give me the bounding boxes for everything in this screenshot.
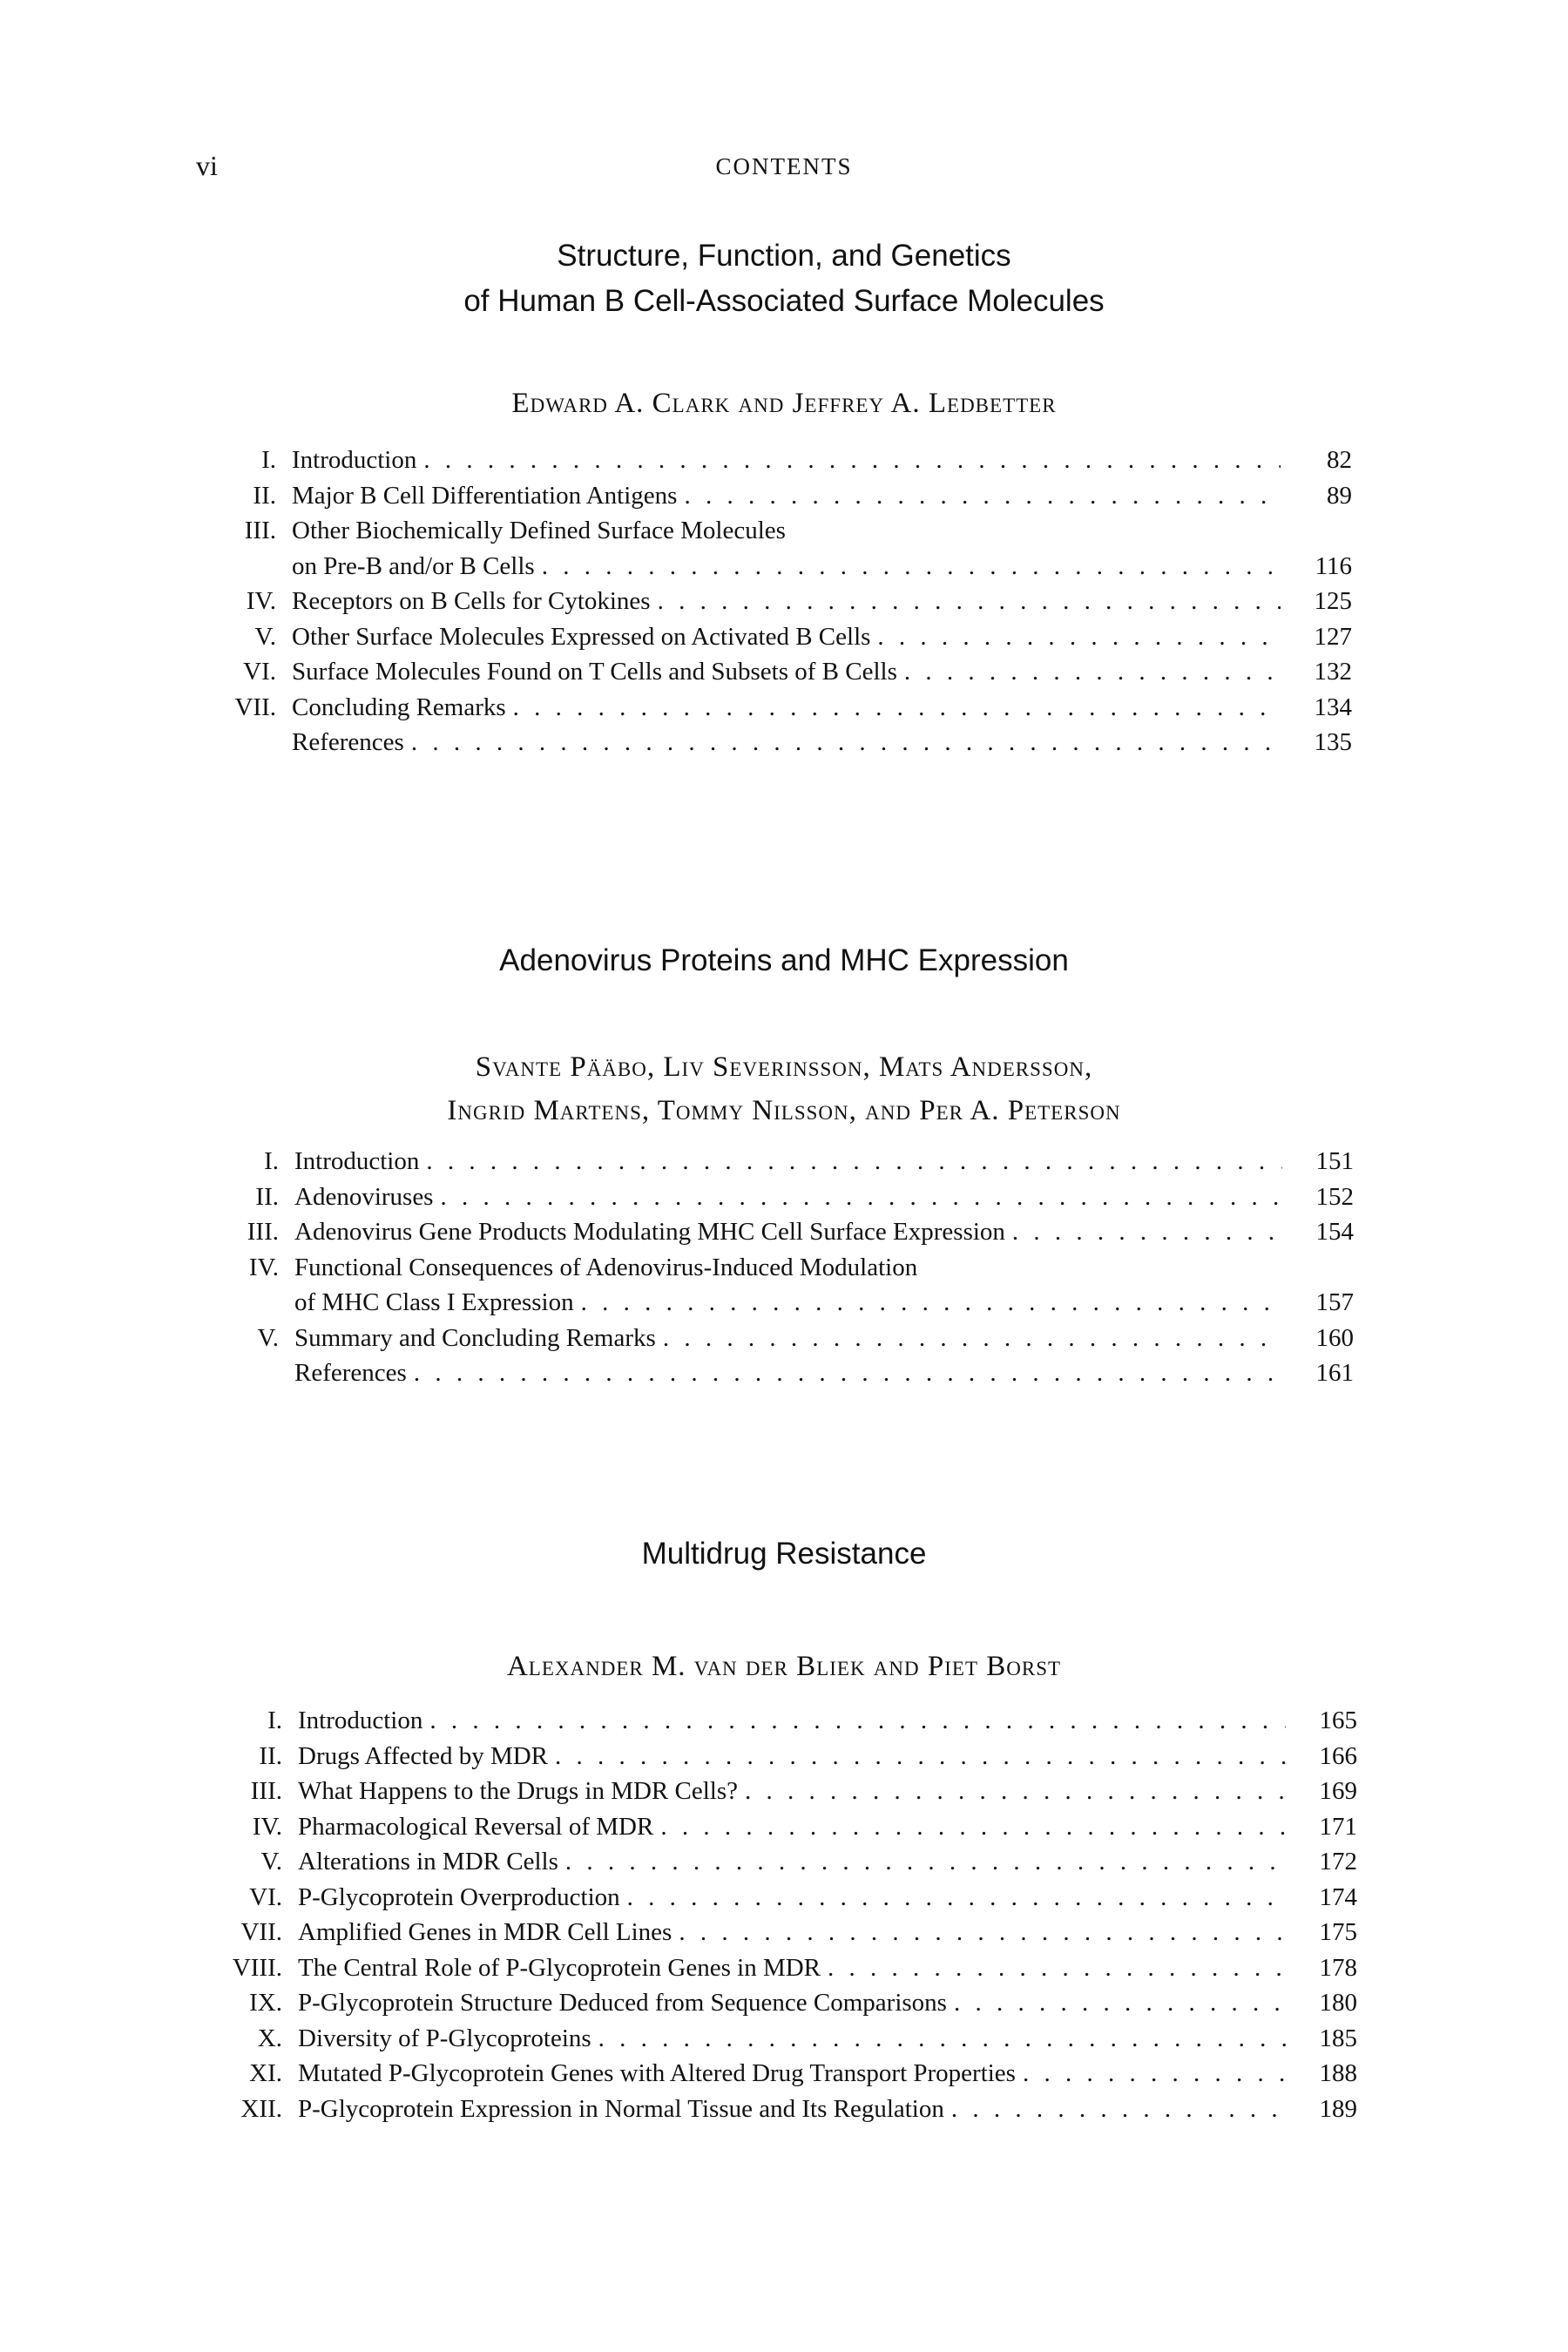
toc-entry-title: Adenoviruses (294, 1182, 434, 1211)
chapter-authors: Edward A. Clark and Jeffrey A. Ledbetter (511, 388, 1057, 419)
chapter-3-header (0, 1531, 1568, 1577)
toc-entry-number: V. (260, 1848, 282, 1876)
toc-entry-title: Introduction (292, 446, 417, 474)
toc-entry-page: 165 (1319, 1707, 1357, 1734)
toc-entry-title: Receptors on B Cells for Cytokines (292, 587, 651, 615)
toc-entry-title: of MHC Class I Expression (294, 1288, 574, 1316)
toc-entry-number: IV. (246, 587, 276, 615)
toc-entry-page: 116 (1315, 551, 1352, 580)
dot-leader (411, 725, 1281, 760)
toc-entry-title: Major B Cell Differentiation Antigens (292, 481, 678, 510)
chapter-title: Multidrug Resistance (641, 1537, 927, 1571)
toc-entry-line (294, 1355, 1282, 1391)
toc-entry-number: XII. (240, 2094, 282, 2123)
toc-entry (0, 513, 1568, 549)
chapter-authors: Alexander M. van der Bliek and Piet Borst (506, 1651, 1062, 1682)
toc-entry (0, 1703, 1568, 1739)
toc-entry-page: 152 (1315, 1182, 1354, 1211)
toc-entry-page: 178 (1319, 1953, 1357, 1982)
toc-entry-page: 132 (1314, 658, 1352, 686)
toc-entry-line (298, 1809, 1286, 1845)
dot-leader (542, 549, 1281, 585)
toc-entry (0, 2056, 1568, 2092)
toc-entry (0, 1844, 1568, 1880)
toc-entry-line (294, 1144, 1282, 1179)
toc-entry-title: References (294, 1359, 407, 1387)
toc-entry (0, 690, 1568, 726)
toc-entry-page: 171 (1319, 1812, 1357, 1841)
toc-entry (0, 1321, 1568, 1356)
dot-leader (513, 690, 1281, 726)
toc-entry-title: Drugs Affected by MDR (298, 1741, 549, 1770)
toc-entry-line (298, 2056, 1286, 2092)
toc-entry (0, 2092, 1568, 2127)
toc-entry-title: Amplified Genes in MDR Cell Lines (298, 1918, 672, 1946)
toc-entry-number: IV. (252, 1812, 282, 1841)
toc-entry-number: V. (254, 622, 276, 651)
toc-entry-line (298, 1880, 1286, 1916)
toc-entry (0, 443, 1568, 478)
toc-entry-page: 82 (1327, 446, 1352, 474)
toc-entry-page: 166 (1319, 1741, 1357, 1770)
dot-leader (658, 584, 1281, 619)
chapter-2-header (0, 938, 1568, 983)
toc-entry-page: 125 (1314, 587, 1352, 615)
toc-entry-title: Introduction (294, 1147, 420, 1175)
toc-entry-line (294, 1214, 1282, 1250)
toc-entry-number: III. (247, 1218, 279, 1246)
toc-entry-number: VI. (249, 1882, 282, 1911)
toc-entry-number: X. (257, 2024, 282, 2052)
toc-entry-title: Other Surface Molecules Expressed on Activated B Cells (292, 622, 871, 651)
chapter-1-authors (0, 382, 1568, 425)
chapter-3-toc (0, 1703, 1568, 2126)
dot-leader (555, 1739, 1286, 1774)
toc-entry-number: II. (259, 1741, 282, 1770)
toc-entry-page: 172 (1319, 1848, 1357, 1876)
dot-leader (745, 1774, 1286, 1809)
toc-entry-number: XI. (249, 2059, 282, 2087)
toc-entry-line (298, 2092, 1286, 2127)
dot-leader (440, 1179, 1282, 1215)
chapter-title: Structure, Function, and Genetics (557, 239, 1011, 273)
toc-entry (0, 584, 1568, 619)
toc-entry-line (298, 1985, 1286, 2021)
toc-entry (0, 549, 1568, 585)
toc-entry-number: III. (250, 1777, 282, 1805)
toc-entry-number: VIII. (232, 1953, 282, 1982)
toc-entry-title: Surface Molecules Found on T Cells and Subsets of B Cells (292, 658, 897, 686)
dot-leader (598, 2021, 1286, 2057)
toc-entry (0, 725, 1568, 760)
toc-entry-page: 157 (1315, 1288, 1354, 1316)
toc-entry-line (294, 1250, 1282, 1286)
toc-entry-title: Alterations in MDR Cells (298, 1848, 558, 1876)
toc-entry (0, 1285, 1568, 1321)
dot-leader (660, 1809, 1286, 1845)
toc-entry-number: VI. (243, 658, 276, 686)
toc-entry-title: Pharmacological Reversal of MDR (298, 1812, 654, 1841)
toc-entry-page: 189 (1319, 2094, 1357, 2123)
toc-entry-line (298, 1915, 1286, 1950)
toc-entry (0, 1739, 1568, 1774)
toc-entry-line (292, 584, 1281, 619)
toc-entry-title: P-Glycoprotein Structure Deduced from Sequence Comparisons (298, 1989, 947, 2017)
dot-leader (904, 654, 1281, 690)
toc-entry-number: II. (255, 1182, 279, 1211)
dot-leader (1023, 2056, 1286, 2092)
toc-entry-title: References (292, 728, 404, 756)
toc-entry-line (292, 478, 1281, 514)
toc-entry-page: 175 (1319, 1918, 1357, 1946)
toc-entry-title: Mutated P-Glycoprotein Genes with Altered Drug Transport Properties (298, 2059, 1016, 2087)
toc-entry-title: Summary and Concluding Remarks (294, 1323, 656, 1352)
toc-entry-title: Other Biochemically Defined Surface Molecules (292, 517, 786, 544)
toc-entry-page: 161 (1315, 1359, 1354, 1387)
toc-entry (0, 1774, 1568, 1809)
toc-entry-number: III. (244, 517, 276, 544)
toc-entry-title: Diversity of P-Glycoproteins (298, 2024, 591, 2052)
toc-entry-number: I. (261, 446, 276, 474)
toc-entry-page: 180 (1319, 1989, 1357, 2017)
toc-entry-line (292, 619, 1281, 655)
toc-entry-line (298, 2021, 1286, 2057)
toc-entry-line (298, 1739, 1286, 1774)
toc-entry-page: 154 (1315, 1218, 1354, 1246)
dot-leader (429, 1703, 1286, 1739)
toc-entry-line (298, 1844, 1286, 1880)
toc-entry (0, 1880, 1568, 1916)
dot-leader (565, 1844, 1286, 1880)
toc-entry-title: P-Glycoprotein Expression in Normal Tissue and Its Regulation (298, 2094, 944, 2123)
dot-leader (581, 1285, 1282, 1321)
toc-entry-number: IX. (249, 1989, 282, 2017)
toc-entry (0, 1950, 1568, 1986)
dot-leader (877, 619, 1281, 655)
dot-leader (627, 1880, 1286, 1916)
chapter-authors: Svante Pääbo, Liv Severinsson, Mats Andersson, (475, 1051, 1093, 1083)
dot-leader (684, 478, 1281, 514)
dot-leader (828, 1950, 1286, 1986)
toc-entry (0, 1144, 1568, 1179)
toc-entry-number: II. (253, 481, 276, 510)
toc-entry (0, 478, 1568, 514)
dot-leader (426, 1144, 1282, 1179)
toc-entry-page: 127 (1314, 622, 1352, 651)
page-number: vi (196, 150, 218, 181)
toc-entry-number: IV. (248, 1253, 279, 1281)
toc-entry (0, 619, 1568, 655)
toc-entry-number: V. (257, 1323, 279, 1352)
toc-entry-page: 89 (1327, 481, 1352, 510)
toc-entry (0, 1250, 1568, 1286)
chapter-2-toc (0, 1144, 1568, 1391)
toc-entry-line (292, 725, 1281, 760)
toc-entry-line (298, 1703, 1286, 1739)
toc-entry-line (298, 1774, 1286, 1809)
toc-entry-page: 185 (1319, 2024, 1357, 2052)
toc-entry-page: 134 (1314, 693, 1352, 721)
toc-entry-line (292, 443, 1281, 478)
toc-entry-number: I. (264, 1147, 279, 1175)
toc-entry-line (298, 1950, 1286, 1986)
toc-entry-page: 174 (1319, 1882, 1357, 1911)
toc-entry-line (292, 654, 1281, 690)
toc-entry-number: VII. (234, 693, 276, 721)
toc-entry-title: Concluding Remarks (292, 693, 506, 721)
toc-entry-title: P-Glycoprotein Overproduction (298, 1882, 620, 1911)
dot-leader (951, 2092, 1286, 2127)
toc-entry-number: VII. (240, 1918, 282, 1946)
toc-entry (0, 1985, 1568, 2021)
toc-entry-number: I. (267, 1707, 282, 1734)
dot-leader (423, 443, 1281, 478)
toc-entry (0, 1915, 1568, 1950)
toc-entry-title: Adenovirus Gene Products Modulating MHC Cell Surface Expression (294, 1218, 1005, 1246)
running-head: CONTENTS (715, 153, 853, 179)
chapter-2-authors (0, 1045, 1568, 1132)
toc-entry-page: 151 (1315, 1147, 1354, 1175)
toc-entry-page: 160 (1315, 1323, 1354, 1352)
toc-entry (0, 1355, 1568, 1391)
toc-entry (0, 654, 1568, 690)
chapter-title: of Human B Cell-Associated Surface Molecules (463, 284, 1105, 318)
dot-leader (679, 1915, 1286, 1950)
toc-entry (0, 2021, 1568, 2057)
chapter-1-toc (0, 443, 1568, 760)
toc-entry-line (292, 690, 1281, 726)
toc-entry (0, 1214, 1568, 1250)
chapter-1-header (0, 233, 1568, 324)
toc-entry-line (292, 513, 1281, 549)
toc-entry (0, 1809, 1568, 1845)
dot-leader (1012, 1214, 1282, 1250)
toc-entry-title: on Pre-B and/or B Cells (292, 551, 535, 580)
toc-entry-title: Introduction (298, 1707, 423, 1734)
toc-entry-page: 169 (1319, 1777, 1357, 1805)
toc-entry-line (294, 1179, 1282, 1215)
chapter-title: Adenovirus Proteins and MHC Expression (499, 943, 1069, 977)
toc-entry-line (294, 1285, 1282, 1321)
toc-entry-title: Functional Consequences of Adenovirus-Induced Modulation (294, 1253, 918, 1281)
toc-entry (0, 1179, 1568, 1215)
toc-entry-page: 135 (1314, 728, 1352, 756)
toc-entry-title: What Happens to the Drugs in MDR Cells? (298, 1777, 739, 1805)
toc-entry-line (292, 549, 1281, 585)
toc-entry-line (294, 1321, 1282, 1356)
chapter-3-authors (0, 1645, 1568, 1688)
dot-leader (954, 1985, 1286, 2021)
dot-leader (414, 1355, 1282, 1391)
toc-entry-title: The Central Role of P-Glycoprotein Genes in MDR (298, 1953, 821, 1982)
chapter-authors: Ingrid Martens, Tommy Nilsson, and Per A. Peterson (447, 1095, 1121, 1126)
toc-entry-page: 188 (1319, 2059, 1357, 2087)
dot-leader (663, 1321, 1282, 1356)
